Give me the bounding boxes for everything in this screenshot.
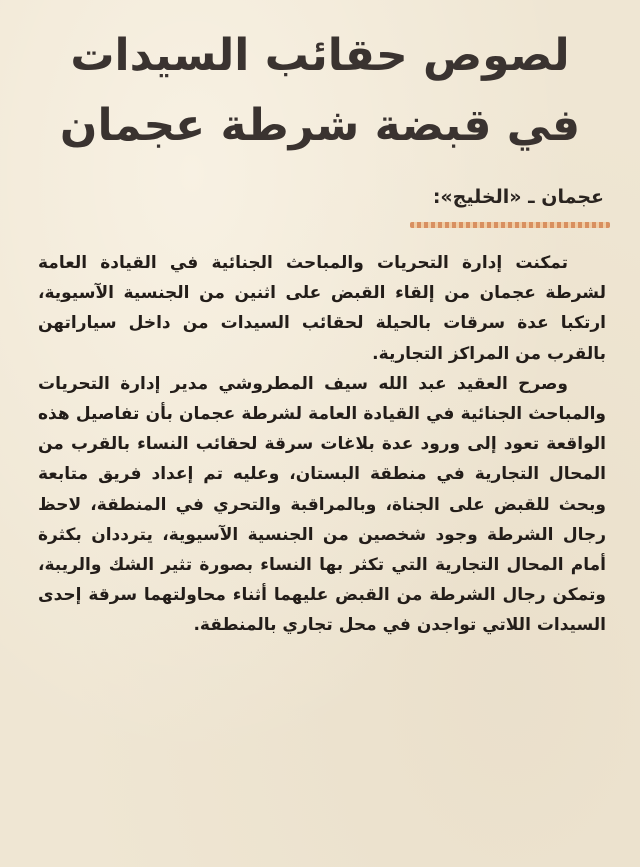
article-paragraph-1: تمكنت إدارة التحريات والمباحث الجنائية في القيادة العامة لشرطة عجمان من إلقاء القبض على اثنين من الجنسية الآسيوية، ارتكبا عدة سرقات بالحيلة لحقائب السيدات من داخل سياراتهن بالقرب من المراكز التجارية. [38, 253, 606, 364]
headline-line-1: لصوص حقائب السيدات [70, 30, 570, 81]
byline: عجمان ـ «الخليج»: [432, 186, 604, 208]
article-paragraph-2: وصرح العقيد عبد الله سيف المطروشي مدير إدارة التحريات والمباحث الجنائية في القيادة العامة لشرطة عجمان بأن تفاصيل هذه الواقعة تعود إلى ورود عدة بلاغات سرقة لحقائب النساء بالقرب من المحال التجارية في منطقة البستان، وعليه تم إعداد فريق متابعة وبحث للقبض على الجناة، وبالمراقبة والتحري في المنطقة، لاحظ رجال الشرطة وجود شخصين من الجنسية الآسيوية، يترددان بكثرة أمام المحال التجارية التي تكثر بها النساء بصورة تثير الشك والريبة، وتمكن رجال الشرطة من القبض عليهما أثناء محاولتهما سرقة إحدى السيدات اللاتي تواجدن في محل تجاري بالمنطقة. [38, 373, 606, 636]
article-body [38, 248, 606, 641]
byline-underline [410, 222, 610, 228]
headline-line-2: في قبضة شرطة عجمان [59, 100, 581, 151]
